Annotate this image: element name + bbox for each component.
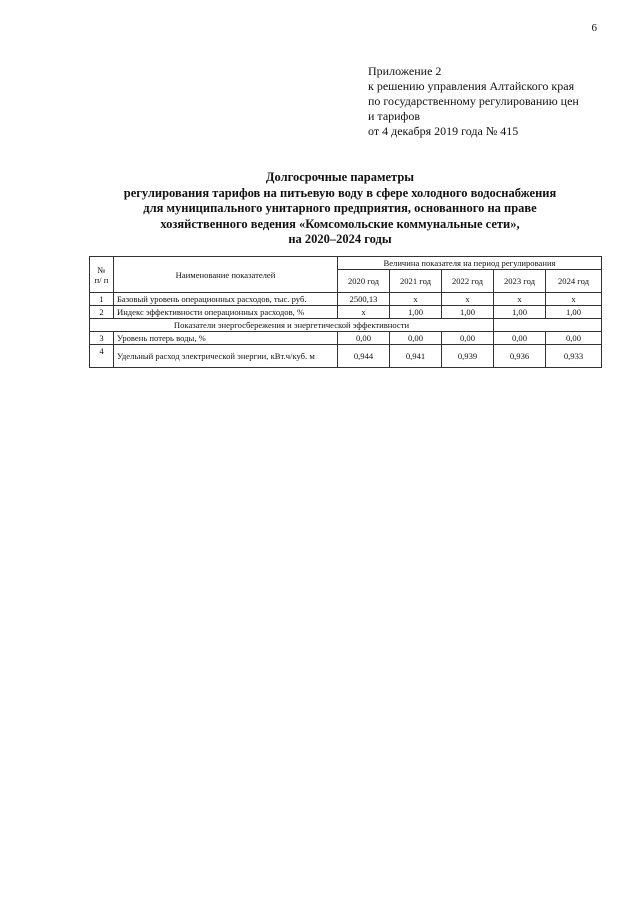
annex-line: по государственному регулированию цен [368,94,579,108]
table-row [90,332,602,345]
section-title: Показатели энергосбережения и энергетической эффективности [90,319,494,332]
page-number: 6 [591,22,597,34]
header-year: 2020 год [338,270,390,293]
row-value: 0,00 [494,332,546,345]
row-value: х [494,293,546,306]
header-name: Наименование показателей [114,257,338,293]
header-period: Величина показателя на период регулирования [338,257,602,270]
row-value: 1,00 [494,306,546,319]
row-value: х [390,293,442,306]
title-line: хозяйственного ведения «Комсомольские коммунальные сети», [160,216,520,231]
header-year: 2023 год [494,270,546,293]
row-value: 1,00 [546,306,602,319]
table-header-row [90,257,602,270]
table-row [90,293,602,306]
row-name: Базовый уровень операционных расходов, тыс. руб. [114,293,338,306]
row-value: 0,00 [546,332,602,345]
row-num: 2 [90,306,114,319]
row-value: 0,936 [494,345,546,368]
row-value: 1,00 [442,306,494,319]
header-year: 2024 год [546,270,602,293]
row-name: Индекс эффективности операционных расходов, % [114,306,338,319]
row-value: 0,944 [338,345,390,368]
header-num: № п/ п [90,257,114,293]
row-value: х [442,293,494,306]
row-value: 0,00 [442,332,494,345]
row-name: Уровень потерь воды, % [114,332,338,345]
row-value: 0,00 [390,332,442,345]
row-value: 0,939 [442,345,494,368]
title-line: Долгосрочные параметры [265,170,415,184]
title-line: регулирования тарифов на питьевую воду в сфере холодного водоснабжения [123,185,557,200]
annex-line: к решению управления Алтайского края [368,79,575,93]
document-title [90,170,590,248]
row-num: 4 [90,345,114,368]
header-year: 2022 год [442,270,494,293]
row-num: 1 [90,293,114,306]
row-value: 0,00 [338,332,390,345]
row-value: х [338,306,390,319]
table-row [90,306,602,319]
header-year: 2021 год [390,270,442,293]
row-value: 1,00 [390,306,442,319]
row-name: Удельный расход электрической энергии, кВт.ч/куб. м [114,345,338,368]
parameters-table [89,256,602,368]
row-value: 0,941 [390,345,442,368]
title-line: на 2020–2024 годы [288,232,392,246]
row-value: х [546,293,602,306]
row-value: 0,933 [546,345,602,368]
annex-line: от 4 декабря 2019 года № 415 [368,124,519,138]
table-row [90,345,602,368]
row-num: 3 [90,332,114,345]
row-value: 2500,13 [338,293,390,306]
title-line: для муниципального унитарного предприятия, основанного на праве [143,201,537,215]
section-blank-cell [494,319,602,332]
annex-block [368,64,618,139]
annex-line: Приложение 2 [368,64,442,78]
table-section-row [90,319,602,332]
annex-line: и тарифов [368,109,421,123]
